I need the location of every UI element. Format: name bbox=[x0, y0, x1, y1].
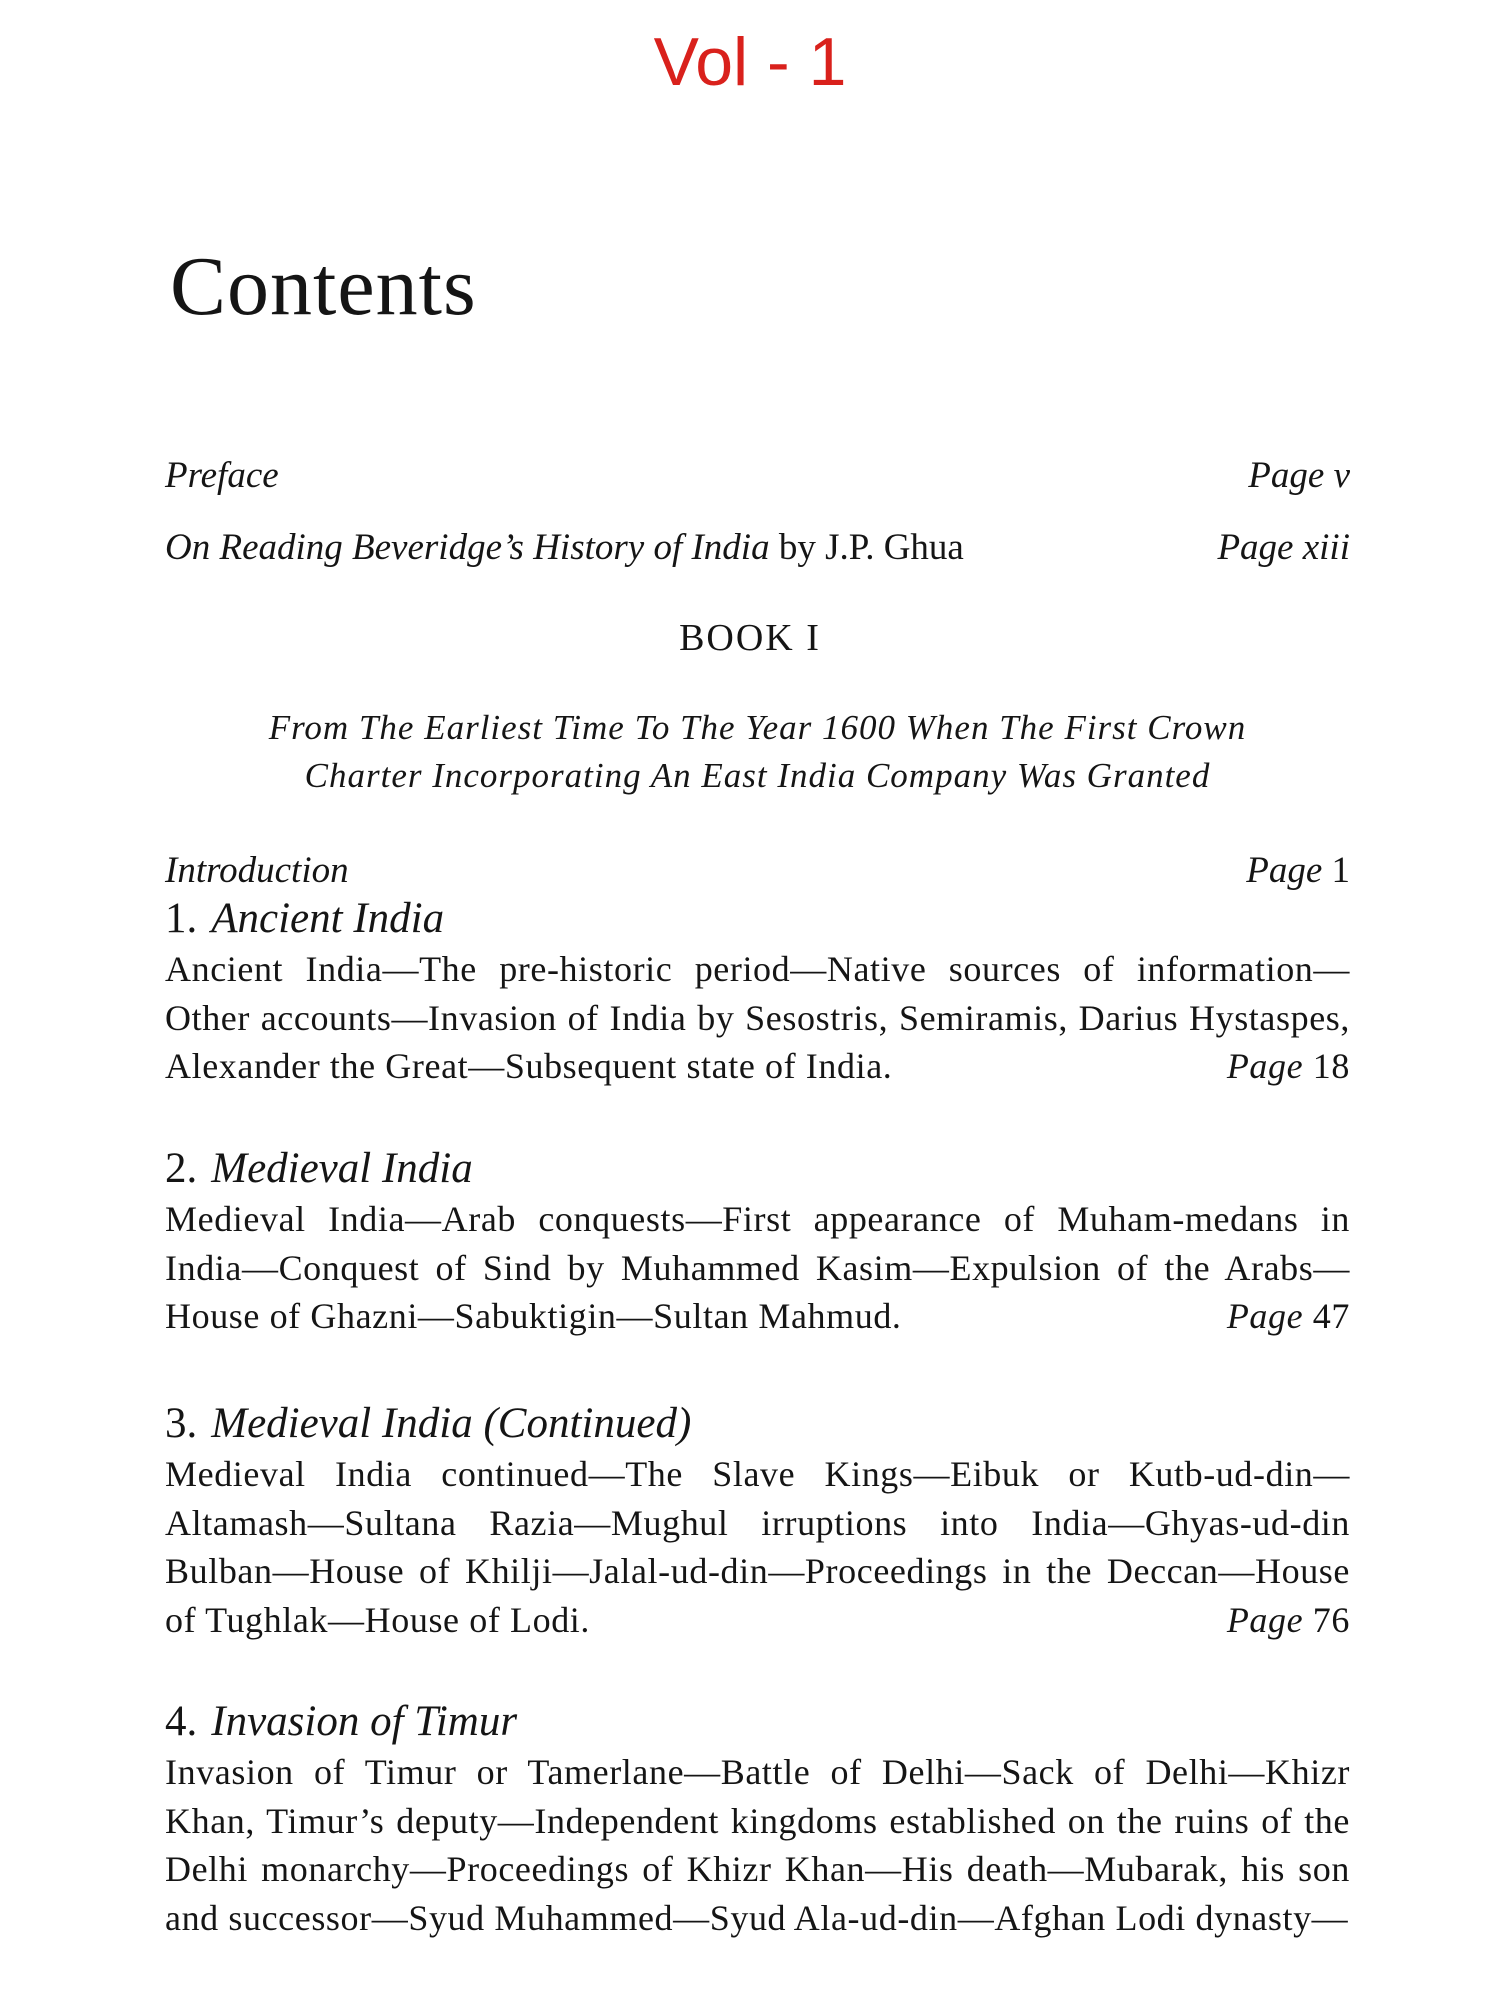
chapter-number: 4. bbox=[165, 1698, 198, 1745]
book-heading: BOOK I bbox=[679, 617, 821, 659]
chapter-number: 3. bbox=[165, 1400, 198, 1447]
chapter-title bbox=[165, 1696, 1350, 1748]
toc-entry-preface[interactable] bbox=[165, 455, 1350, 498]
chapter-2[interactable] bbox=[165, 1143, 1350, 1341]
essay-author: by J.P. Ghua bbox=[778, 527, 964, 568]
toc-entry-on-reading[interactable] bbox=[165, 527, 1350, 570]
chapter-summary: Medieval India—Arab conquests—First appearance of Muham-medans in India—Conquest of Sind by Muhammed Kasim—Expulsion of the Arabs—House of Ghazni—Sabuktigin—Sultan Mahmud. bbox=[165, 1199, 1350, 1336]
page-title: Contents bbox=[170, 240, 477, 333]
chapter-4[interactable] bbox=[165, 1696, 1350, 1942]
chapter-title bbox=[165, 893, 1350, 945]
page-word: Page bbox=[1226, 1046, 1304, 1086]
chapter-description bbox=[165, 1748, 1350, 1942]
chapter-page bbox=[1227, 1042, 1350, 1091]
volume-label: Vol - 1 bbox=[653, 24, 847, 100]
page-number: 18 bbox=[1312, 1046, 1350, 1086]
chapter-description bbox=[165, 1450, 1350, 1644]
chapter-summary: Medieval India continued—The Slave Kings—Eibuk or Kutb-ud-din—Altamash—Sultana Razia—Mughul irruptions into India—Ghyas-ud-din Bulban—House of Khilji—Jalal-ud-din—Proceedings in the Deccan—House of Tughlak—House of Lodi. bbox=[165, 1454, 1350, 1640]
chapter-name: Medieval India bbox=[211, 1145, 473, 1192]
chapter-name: Medieval India (Continued) bbox=[211, 1400, 692, 1447]
page-word: Page bbox=[1226, 1599, 1304, 1640]
introduction-label: Introduction bbox=[165, 850, 349, 891]
chapter-page bbox=[1227, 1292, 1350, 1341]
chapter-summary: Invasion of Timur or Tamerlane—Battle of Delhi—Sack of Delhi—Khizr Khan, Timur’s deputy—Independent kingdoms established on the ruins of the Delhi monarchy—Proceedings of Khizr Khan—His death—Mubarak, his son and successor—Syud Muhammed—Syud Ala-ud-din—Afghan Lodi dynasty— bbox=[165, 1752, 1350, 1938]
page-word: Page bbox=[1217, 527, 1294, 568]
chapter-summary: Ancient India—The pre-historic period—Native sources of information—Other accounts—Invasion of India by Sesostris, Semiramis, Darius Hystaspes, Alexander the Great—Subsequent state of India. bbox=[165, 949, 1350, 1086]
page-number: v bbox=[1333, 455, 1350, 496]
page-word: Page bbox=[1226, 1296, 1304, 1336]
book-subtitle-line-1: From The Earliest Time To The Year 1600 When The First Crown bbox=[268, 708, 1247, 747]
page-word: Page bbox=[1246, 850, 1323, 891]
chapter-description bbox=[165, 945, 1350, 1091]
chapter-name: Ancient India bbox=[211, 895, 445, 942]
page-number: 76 bbox=[1312, 1599, 1350, 1640]
chapter-name: Invasion of Timur bbox=[211, 1698, 518, 1745]
chapter-number: 1. bbox=[165, 895, 198, 942]
chapter-title bbox=[165, 1143, 1350, 1195]
on-reading-page bbox=[1217, 527, 1350, 570]
book-subtitle-line-2: Charter Incorporating An East India Company Was Granted bbox=[304, 756, 1211, 795]
page-number: 1 bbox=[1331, 850, 1350, 891]
page-number: 47 bbox=[1312, 1296, 1350, 1336]
chapter-3[interactable] bbox=[165, 1398, 1350, 1644]
on-reading-label bbox=[165, 527, 964, 570]
page-word: Page bbox=[1248, 455, 1325, 496]
page-number: xiii bbox=[1302, 527, 1350, 568]
toc-entry-introduction[interactable] bbox=[165, 850, 1350, 893]
essay-title: On Reading Beveridge’s History of India bbox=[165, 527, 770, 568]
preface-page bbox=[1248, 455, 1350, 498]
introduction-page bbox=[1246, 850, 1350, 893]
book-subtitle bbox=[165, 704, 1350, 800]
chapter-number: 2. bbox=[165, 1145, 198, 1192]
chapter-description bbox=[165, 1195, 1350, 1341]
chapter-title bbox=[165, 1398, 1350, 1450]
chapter-page bbox=[1227, 1596, 1350, 1645]
chapter-1[interactable] bbox=[165, 893, 1350, 1091]
preface-label: Preface bbox=[165, 455, 279, 496]
